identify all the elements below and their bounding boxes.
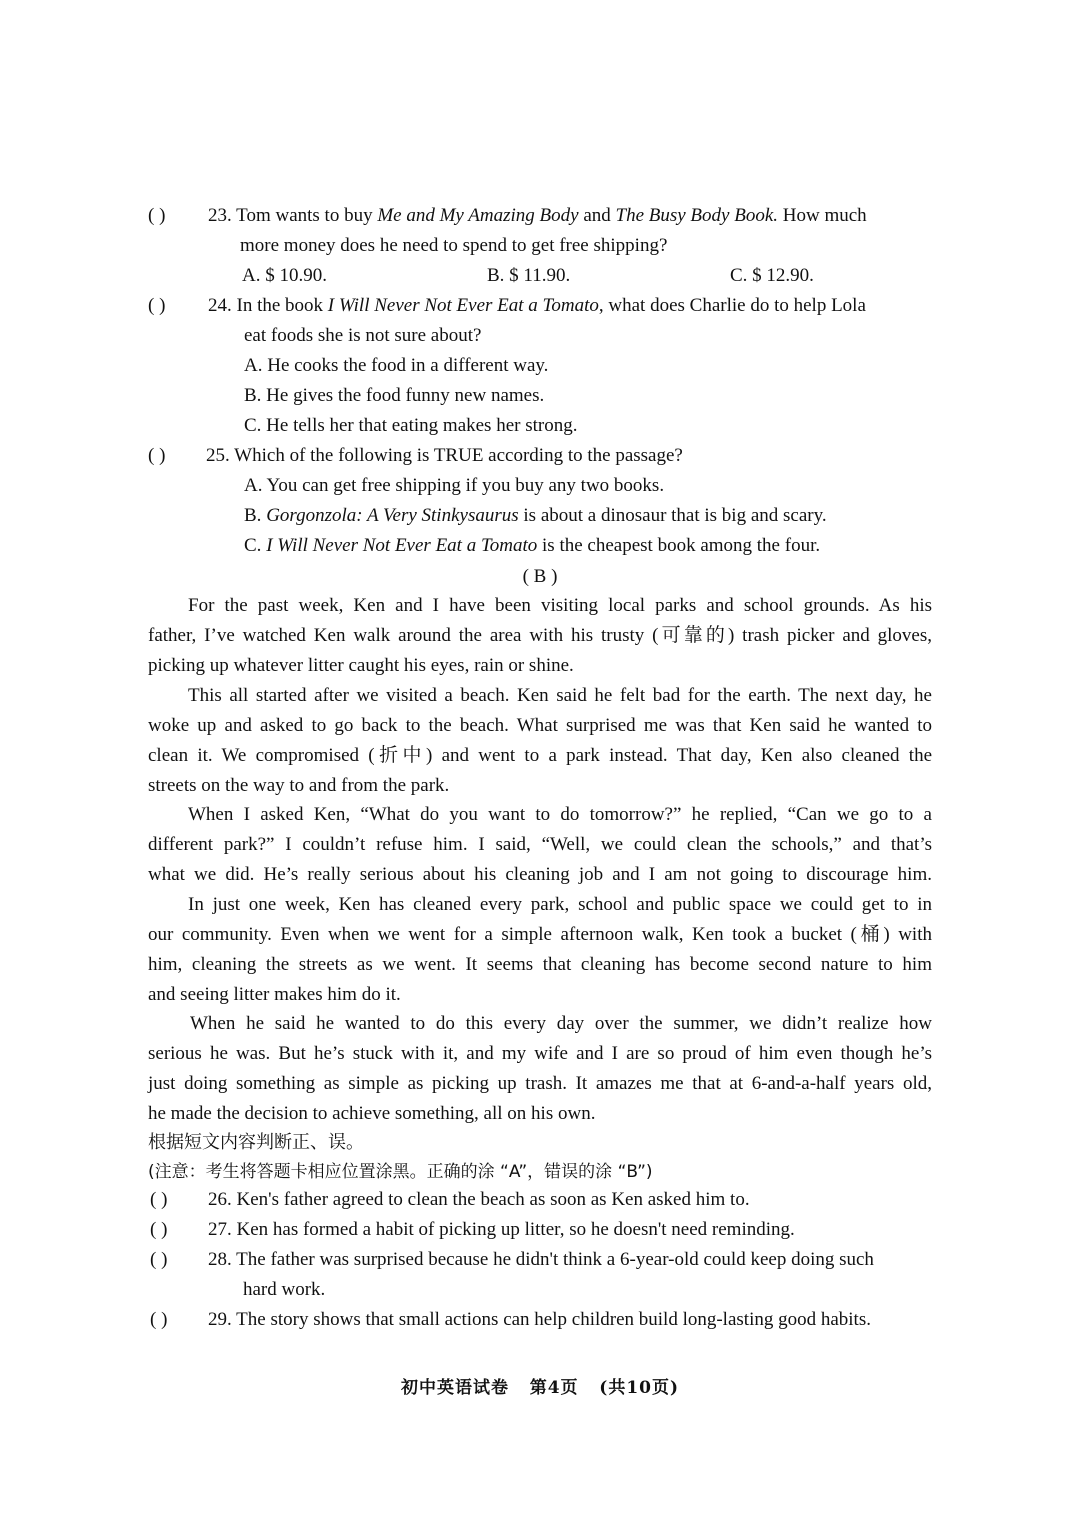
answer-blank-28[interactable]: ( ) xyxy=(150,1249,168,1270)
question-23-line1: 23. Tom wants to buy Me and My Amazing Body and The Busy Body Book. How much xyxy=(208,205,867,226)
question-23-line2: more money does he need to spend to get free shipping? xyxy=(240,235,668,256)
option-23-b: B. $ 11.90. xyxy=(487,265,571,286)
option-24-c: C. He tells her that eating makes her strong. xyxy=(244,415,578,436)
answer-blank-26[interactable]: ( ) xyxy=(150,1189,168,1210)
option-25-a: A. You can get free shipping if you buy any two books. xyxy=(244,475,665,496)
passage-line: just doing something as simple as picking up trash. It amazes me that at 6-and-a-half years old, xyxy=(148,1073,932,1094)
answer-blank-23[interactable]: ( ) xyxy=(148,205,166,226)
option-25-c: C. I Will Never Not Ever Eat a Tomato is the cheapest book among the four. xyxy=(244,535,821,556)
question-27-text: 27. Ken has formed a habit of picking up litter, so he doesn't need reminding. xyxy=(208,1219,795,1240)
option-24-a: A. He cooks the food in a different way. xyxy=(244,355,549,376)
passage-line: When he said he wanted to do this every day over the summer, we didn’t realize how xyxy=(190,1013,932,1034)
passage-line: clean it. We compromised (折中) and went to a park instead. That day, Ken also cleaned the xyxy=(148,745,932,766)
section-b-label: ( B ) xyxy=(522,566,558,587)
instruction-title: 根据短文内容判断正、误。 xyxy=(148,1132,364,1153)
question-24-line1: 24. In the book I Will Never Not Ever Eat a Tomato, what does Charlie do to help Lola xyxy=(208,295,866,316)
question-24-line2: eat foods she is not sure about? xyxy=(244,325,482,346)
page-footer: 初中英语试卷 第4页 (共10页) xyxy=(400,1378,680,1398)
passage-line: In just one week, Ken has cleaned every park, school and public space we could get to in xyxy=(188,894,932,915)
instruction-note: (注意：考生将答题卡相应位置涂黑。正确的涂 “A”，错误的涂 “B”) xyxy=(148,1162,653,1182)
question-28-text: 28. The father was surprised because he didn't think a 6-year-old could keep doing such xyxy=(208,1249,874,1270)
passage-line: different park?” I couldn’t refuse him. I said, “Well, we could clean the schools,” and that’s xyxy=(148,834,932,855)
passage-line: our community. Even when we went for a simple afternoon walk, Ken took a bucket (桶) with xyxy=(148,924,932,945)
question-26-text: 26. Ken's father agreed to clean the beach as soon as Ken asked him to. xyxy=(208,1189,750,1210)
question-25-line1: 25. Which of the following is TRUE according to the passage? xyxy=(206,445,683,466)
answer-blank-27[interactable]: ( ) xyxy=(150,1219,168,1240)
option-24-b: B. He gives the food funny new names. xyxy=(244,385,545,406)
question-28-text-line2: hard work. xyxy=(243,1279,326,1300)
passage-line: what we did. He’s really serious about his cleaning job and I am not going to discourage him. xyxy=(148,864,932,885)
passage-line: serious he was. But he’s stuck with it, and my wife and I are so proud of him even though he’s xyxy=(148,1043,932,1064)
passage-line: picking up whatever litter caught his eyes, rain or shine. xyxy=(148,655,574,676)
passage-line: For the past week, Ken and I have been visiting local parks and school grounds. As his xyxy=(188,595,932,616)
passage-line: he made the decision to achieve something, all on his own. xyxy=(148,1103,596,1124)
passage-line: streets on the way to and from the park. xyxy=(148,775,450,796)
passage-line: When I asked Ken, “What do you want to do tomorrow?” he replied, “Can we go to a xyxy=(188,804,932,825)
question-29-text: 29. The story shows that small actions can help children build long-lasting good habits. xyxy=(208,1309,871,1330)
option-25-b: B. Gorgonzola: A Very Stinkysaurus is about a dinosaur that is big and scary. xyxy=(244,505,827,526)
answer-blank-24[interactable]: ( ) xyxy=(148,295,166,316)
option-23-c: C. $ 12.90. xyxy=(730,265,814,286)
passage-line: and seeing litter makes him do it. xyxy=(148,984,401,1005)
passage-line: father, I’ve watched Ken walk around the area with his trusty (可靠的) trash picker and gloves, xyxy=(148,625,932,646)
answer-blank-29[interactable]: ( ) xyxy=(150,1309,168,1330)
answer-blank-25[interactable]: ( ) xyxy=(148,445,166,466)
option-23-a: A. $ 10.90. xyxy=(242,265,327,286)
passage-line: This all started after we visited a beach. Ken said he felt bad for the earth. The next day, he xyxy=(188,685,932,706)
passage-line: woke up and asked to go back to the beach. What surprised me was that Ken said he wanted to xyxy=(148,715,932,736)
passage-line: him, cleaning the streets as we went. It seems that cleaning has become second nature to him xyxy=(148,954,932,975)
